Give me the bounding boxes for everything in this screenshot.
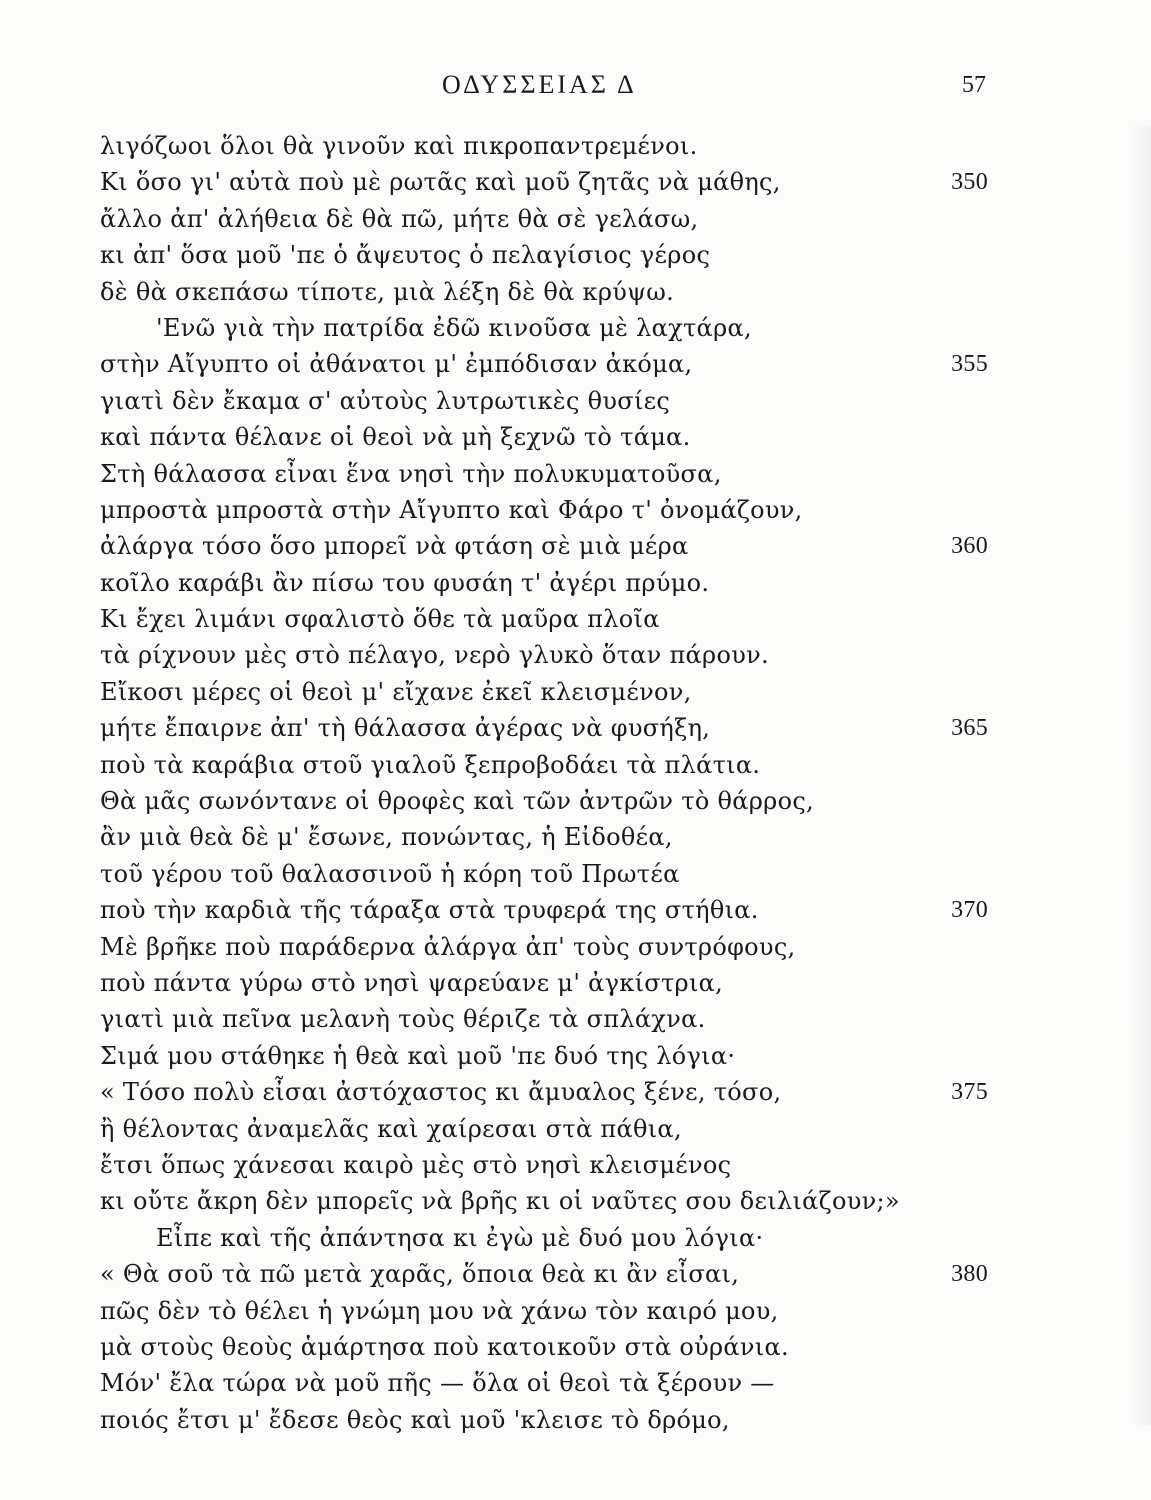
verse-text: ἢ θέλοντας ἀναμελᾶς καὶ χαίρεσαι στὰ πάθια, <box>100 1114 682 1143</box>
verse-text: Θὰ μᾶς σωνόντανε οἱ θροφὲς καὶ τῶν ἀντρῶν τὸ θάρρος, <box>100 787 814 816</box>
verse-text: Εἶπε καὶ τῆς ἀπάντησα κι ἐγὼ μὲ δυό μου λόγια· <box>156 1223 764 1252</box>
verse-line <box>100 1329 1000 1365</box>
verse-text: κι οὔτε ἄκρη δὲν μπορεῖς νὰ βρῆς κι οἱ ναῦτες σου δειλιάζουν;» <box>100 1187 900 1216</box>
verse-text: γιατὶ μιὰ πεῖνα μελανὴ τοὺς θέριζε τὰ σπλάχνα. <box>100 1005 706 1034</box>
verse-text: ἄλλο ἀπ' ἀλήθεια δὲ θὰ πῶ, μήτε θὰ σὲ γελάσω, <box>100 204 699 233</box>
verse-line <box>100 383 1000 419</box>
page-shadow <box>1131 125 1151 1425</box>
verse-line <box>100 310 1000 346</box>
verse-line <box>100 164 1000 200</box>
verse-line <box>100 1111 1000 1147</box>
verse-line <box>100 201 1000 237</box>
verse-line <box>100 965 1000 1001</box>
page-number: 57 <box>962 72 986 98</box>
verse-text: Εἴκοσι μέρες οἱ θεοὶ μ' εἴχανε ἐκεῖ κλεισμένον, <box>100 677 692 706</box>
verse-text: γιατὶ δὲν ἔκαμα σ' αὐτοὺς λυτρωτικὲς θυσίες <box>100 386 671 415</box>
verse-text: Μόν' ἔλα τώρα νὰ μοῦ πῆς — ὅλα οἱ θεοὶ τὰ ξέρουν — <box>100 1369 775 1398</box>
verse-text: 'Ενῶ γιὰ τὴν πατρίδα ἐδῶ κινοῦσα μὲ λαχτάρα, <box>156 313 752 342</box>
verse-text: ποὺ πάντα γύρω στὸ νησὶ ψαρεύανε μ' ἀγκίστρια, <box>100 968 724 997</box>
verse-text: Κι ἔχει λιμάνι σφαλιστὸ ὅθε τὰ μαῦρα πλοῖα <box>100 605 660 634</box>
verse-text: Κι ὅσο γι' αὐτὰ ποὺ μὲ ρωτᾶς καὶ μοῦ ζητᾶς νὰ μάθης, <box>100 168 781 197</box>
verse-text: μὰ στοὺς θεοὺς ἁμάρτησα ποὺ κατοικοῦν στὰ οὐράνια. <box>100 1332 789 1361</box>
verse-text: ποὺ τὰ καράβια στοῦ γιαλοῦ ξεπροβοδάει τὰ πλάτια. <box>100 750 761 779</box>
verse-text: λιγόζωοι ὅλοι θὰ γινοῦν καὶ πικροπαντρεμένοι. <box>100 132 698 160</box>
verse-line <box>100 637 1000 673</box>
verse-line <box>100 1365 1000 1401</box>
verse-text: καὶ πάντα θέλανε οἱ θεοὶ νὰ μὴ ξεχνῶ τὸ τάμα. <box>100 423 691 452</box>
line-number: 360 <box>951 533 988 560</box>
verse-line <box>100 819 1000 855</box>
verse-text: Μὲ βρῆκε ποὺ παράδερνα ἀλάργα ἀπ' τοὺς συντρόφους, <box>100 932 796 961</box>
verse-line <box>100 674 1000 710</box>
verse-line <box>100 710 1000 746</box>
verse-line <box>100 892 1000 928</box>
verse-text: μήτε ἔπαιρνε ἀπ' τὴ θάλασσα ἀγέρας νὰ φυσήξη, <box>100 714 711 743</box>
verse-line <box>100 601 1000 637</box>
line-number: 375 <box>951 1079 988 1106</box>
verse-line <box>100 492 1000 528</box>
verse-text: δὲ θὰ σκεπάσω τίποτε, μιὰ λέξη δὲ θὰ κρύψω. <box>100 277 675 306</box>
verse-block <box>100 128 1000 1438</box>
line-number: 350 <box>951 169 988 196</box>
verse-line <box>100 419 1000 455</box>
verse-text: « Τόσο πολὺ εἶσαι ἀστόχαστος κι ἄμυαλος ξένε, τόσο, <box>100 1078 782 1107</box>
verse-text: κι ἀπ' ὅσα μοῦ 'πε ὁ ἄψευτος ὁ πελαγίσιος γέρος <box>100 241 711 270</box>
verse-line <box>100 128 1000 164</box>
verse-line <box>100 1001 1000 1037</box>
verse-line <box>100 747 1000 783</box>
verse-line <box>100 856 1000 892</box>
verse-line <box>100 1183 1000 1219</box>
verse-line <box>100 346 1000 382</box>
verse-line <box>100 456 1000 492</box>
verse-text: τοῦ γέρου τοῦ θαλασσινοῦ ἡ κόρη τοῦ Πρωτέα <box>100 859 680 888</box>
verse-text: Στὴ θάλασσα εἶναι ἕνα νησὶ τὴν πολυκυματοῦσα, <box>100 459 722 488</box>
verse-line <box>100 565 1000 601</box>
verse-text: ἀλάργα τόσο ὅσο μπορεῖ νὰ φτάση σὲ μιὰ μέρα <box>100 532 689 561</box>
verse-line <box>100 528 1000 564</box>
verse-line <box>100 1074 1000 1110</box>
verse-line <box>100 929 1000 965</box>
verse-line <box>100 1293 1000 1329</box>
verse-text: ἔτσι ὅπως χάνεσαι καιρὸ μὲς στὸ νησὶ κλεισμένος <box>100 1150 732 1179</box>
verse-text: μπροστὰ μπροστὰ στὴν Αἴγυπτο καὶ Φάρο τ' ὀνομάζουν, <box>100 495 803 524</box>
verse-line <box>100 237 1000 273</box>
verse-line <box>100 274 1000 310</box>
verse-text: Σιμά μου στάθηκε ἡ θεὰ καὶ μοῦ 'πε δυό της λόγια· <box>100 1041 736 1070</box>
running-title: ΟΔΥΣΣΕΙΑΣ Δ <box>442 70 637 99</box>
line-number: 365 <box>951 715 988 742</box>
verse-line <box>100 1256 1000 1292</box>
page-header <box>0 70 1151 106</box>
line-number: 355 <box>951 351 988 378</box>
verse-text: ἂν μιὰ θεὰ δὲ μ' ἔσωνε, πονώντας, ἡ Εἰδοθέα, <box>100 823 673 852</box>
line-number: 370 <box>951 897 988 924</box>
verse-text: « Θὰ σοῦ τὰ πῶ μετὰ χαρᾶς, ὅποια θεὰ κι ἂν εἶσαι, <box>100 1260 740 1289</box>
verse-text: ποὺ τὴν καρδιὰ τῆς τάραξα στὰ τρυφερά της στήθια. <box>100 896 759 925</box>
verse-text: πῶς δὲν τὸ θέλει ἡ γνώμη μου νὰ χάνω τὸν καιρό μου, <box>100 1296 779 1325</box>
verse-line <box>100 1038 1000 1074</box>
verse-text: τὰ ρίχνουν μὲς στὸ πέλαγο, νερὸ γλυκὸ ὅταν πάρουν. <box>100 641 769 670</box>
verse-text: ποιός ἔτσι μ' ἔδεσε θεὸς καὶ μοῦ 'κλεισε τὸ δρόμο, <box>100 1405 730 1434</box>
line-number: 380 <box>951 1261 988 1288</box>
verse-text: στὴν Αἴγυπτο οἱ ἀθάνατοι μ' ἐμπόδισαν ἀκόμα, <box>100 350 693 379</box>
verse-line <box>100 1402 1000 1438</box>
verse-text: κοῖλο καράβι ἂν πίσω του φυσάη τ' ἀγέρι πρύμο. <box>100 568 710 597</box>
verse-line <box>100 1147 1000 1183</box>
verse-line <box>100 1220 1000 1256</box>
verse-line <box>100 783 1000 819</box>
